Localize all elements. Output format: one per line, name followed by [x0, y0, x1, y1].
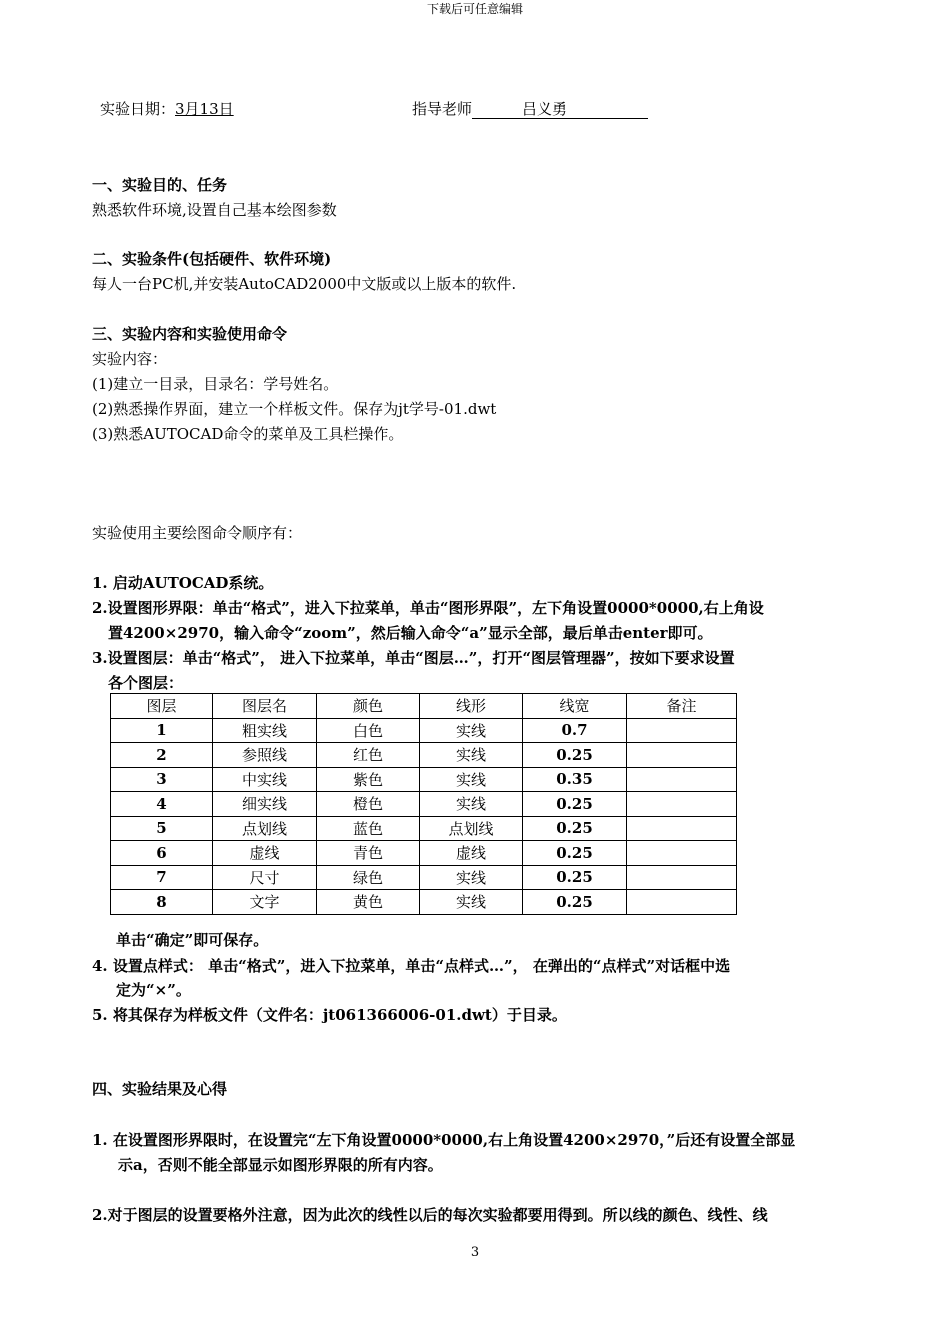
table-cell: 蓝色 — [317, 816, 420, 841]
step-2-line1: 2.设置图形界限：单击“格式”，进入下拉菜单，单击“图形界限”，左下角设置0000*0000,右上角设 — [92, 599, 764, 617]
table-cell: 2 — [111, 743, 213, 768]
table-cell — [627, 841, 737, 866]
table-cell: 0.25 — [523, 792, 627, 817]
table-cell: 实线 — [420, 865, 523, 890]
step-3-line2: 各个图层： — [108, 674, 184, 692]
table-cell: 文字 — [213, 890, 317, 915]
table-header-cell: 图层 — [111, 694, 213, 719]
step-4-line2: 定为“×”。 — [116, 981, 191, 999]
content-item: (1)建立一目录，目录名：学号姓名。 — [92, 375, 339, 393]
step-3-confirm: 单击“确定”即可保存。 — [116, 931, 269, 949]
table-cell: 细实线 — [213, 792, 317, 817]
table-row — [111, 816, 737, 841]
table-cell: 参照线 — [213, 743, 317, 768]
table-cell: 紫色 — [317, 767, 420, 792]
step-1: 1. 启动AUTOCAD系统。 — [92, 574, 274, 592]
section1-body: 熟悉软件环境,设置自己基本绘图参数 — [92, 201, 337, 219]
table-cell: 6 — [111, 841, 213, 866]
table-header-cell: 线宽 — [523, 694, 627, 719]
table-row — [111, 890, 737, 915]
date-label: 实验日期： — [100, 100, 176, 118]
table-header-row — [111, 694, 737, 719]
result-1-line1: 1. 在设置图形界限时，在设置完“左下角设置0000*0000,右上角设置4200×2970，”后还有设置全部显 — [92, 1131, 796, 1149]
table-cell: 实线 — [420, 718, 523, 743]
table-row — [111, 718, 737, 743]
teacher-value: 吕义勇 — [472, 100, 648, 119]
table-cell — [627, 792, 737, 817]
commands-label: 实验使用主要绘图命令顺序有： — [92, 524, 303, 542]
table-cell: 实线 — [420, 890, 523, 915]
table-row — [111, 841, 737, 866]
table-cell: 7 — [111, 865, 213, 890]
table-cell: 0.25 — [523, 841, 627, 866]
table-cell: 0.25 — [523, 816, 627, 841]
content-item: (3)熟悉AUTOCAD命令的菜单及工具栏操作。 — [92, 425, 404, 443]
table-cell: 虚线 — [420, 841, 523, 866]
step-2-line2: 置4200×2970，输入命令“zoom”，然后输入命令“a”显示全部，最后单击enter即可。 — [108, 624, 713, 642]
table-cell: 0.25 — [523, 865, 627, 890]
table-cell: 5 — [111, 816, 213, 841]
table-cell — [627, 865, 737, 890]
table-cell: 实线 — [420, 743, 523, 768]
table-header-cell: 线形 — [420, 694, 523, 719]
result-2-line1: 2.对于图层的设置要格外注意，因为此次的线性以后的每次实验都要用得到。所以线的颜色、线性、线 — [92, 1206, 768, 1224]
experiment-date — [100, 98, 234, 119]
table-row — [111, 743, 737, 768]
table-cell: 3 — [111, 767, 213, 792]
table-header-cell: 图层名 — [213, 694, 317, 719]
table-header-cell: 备注 — [627, 694, 737, 719]
step-3-line1: 3.设置图层：单击“格式”， 进入下拉菜单，单击“图层…”，打开“图层管理器”，按如下要求设置 — [92, 649, 735, 667]
table-cell: 中实线 — [213, 767, 317, 792]
table-cell: 黄色 — [317, 890, 420, 915]
table-cell: 1 — [111, 718, 213, 743]
table-cell: 实线 — [420, 792, 523, 817]
section2-title: 二、实验条件(包括硬件、软件环境) — [92, 250, 332, 268]
section4-title: 四、实验结果及心得 — [92, 1080, 228, 1098]
table-cell: 粗实线 — [213, 718, 317, 743]
section3-title: 三、实验内容和实验使用命令 — [92, 325, 288, 343]
table-cell — [627, 890, 737, 915]
content-label: 实验内容： — [92, 350, 168, 368]
result-1-line2: 示a，否则不能全部显示如图形界限的所有内容。 — [118, 1156, 443, 1174]
table-cell: 虚线 — [213, 841, 317, 866]
table-cell: 点划线 — [420, 816, 523, 841]
table-cell: 白色 — [317, 718, 420, 743]
table-cell: 点划线 — [213, 816, 317, 841]
table-cell: 尺寸 — [213, 865, 317, 890]
table-cell: 红色 — [317, 743, 420, 768]
table-cell — [627, 718, 737, 743]
date-value: 3月13日 — [175, 100, 234, 118]
table-cell: 4 — [111, 792, 213, 817]
table-row — [111, 865, 737, 890]
table-cell: 0.35 — [523, 767, 627, 792]
layer-table — [110, 693, 737, 915]
step-5: 5. 将其保存为样板文件（文件名：jt061366006-01.dwt）于目录。 — [92, 1006, 567, 1024]
section2-body: 每人一台PC机,并安装AutoCAD2000中文版或以上版本的软件. — [92, 275, 517, 293]
teacher-label: 指导老师 — [412, 100, 473, 118]
table-cell: 0.7 — [523, 718, 627, 743]
table-cell: 0.25 — [523, 890, 627, 915]
table-cell — [627, 816, 737, 841]
table-cell — [627, 767, 737, 792]
table-cell: 实线 — [420, 767, 523, 792]
table-cell: 绿色 — [317, 865, 420, 890]
table-row — [111, 767, 737, 792]
table-cell: 8 — [111, 890, 213, 915]
table-cell — [627, 743, 737, 768]
teacher — [412, 98, 648, 119]
step-4-line1: 4. 设置点样式： 单击“格式”，进入下拉菜单，单击“点样式…”， 在弹出的“点样式”对话框中选 — [92, 957, 731, 975]
table-row — [111, 792, 737, 817]
page-number: 3 — [470, 1245, 480, 1260]
content-item: (2)熟悉操作界面，建立一个样板文件。保存为jt学号-01.dwt — [92, 400, 497, 418]
section1-title: 一、实验目的、任务 — [92, 176, 228, 194]
table-cell: 橙色 — [317, 792, 420, 817]
table-cell: 0.25 — [523, 743, 627, 768]
header-note: 下载后可任意编辑 — [426, 2, 523, 16]
table-header-cell: 颜色 — [317, 694, 420, 719]
table-cell: 青色 — [317, 841, 420, 866]
